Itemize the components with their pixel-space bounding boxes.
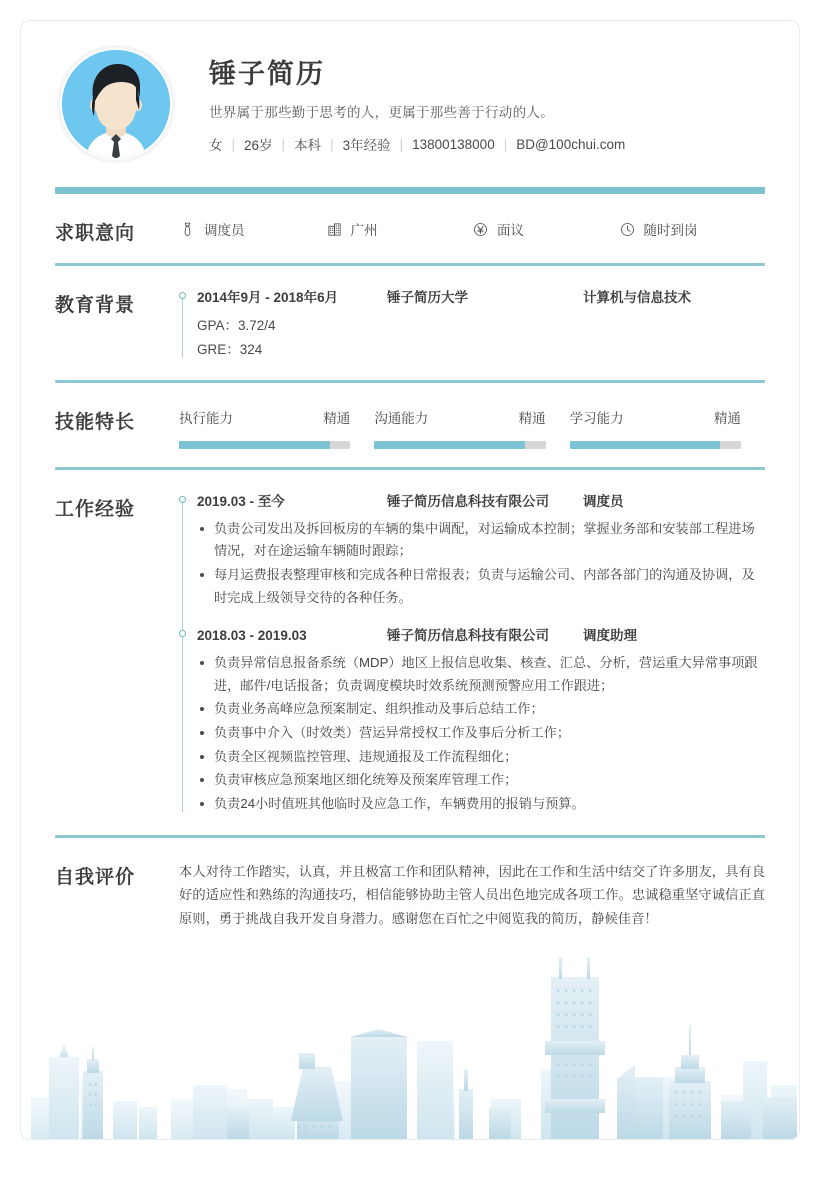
meta-phone: 13800138000 [412, 136, 495, 152]
skill-progress-fill [570, 441, 721, 449]
work-company: 锤子简历信息科技有限公司 [387, 493, 549, 509]
work-date: 2018.03 - 2019.03 [197, 627, 307, 643]
meta-divider: | [399, 136, 404, 152]
skill-name: 执行能力 [179, 410, 233, 426]
work-bullets [197, 518, 765, 610]
timeline-line [182, 500, 183, 812]
meta-divider: | [503, 136, 508, 152]
skyline-icon [21, 949, 800, 1139]
education-major: 计算机与信息技术 [583, 290, 691, 305]
section-title-education: 教育背景 [55, 295, 136, 316]
meta-divider: | [281, 136, 286, 152]
job-intention-row [179, 216, 765, 239]
meta-experience: 3年经验 [342, 138, 391, 154]
work-timeline [179, 492, 765, 816]
skill-level: 精通 [713, 410, 741, 426]
education-gre: GRE：324 [197, 341, 263, 357]
skill-progress-fill [374, 441, 525, 449]
clock-icon [619, 221, 636, 238]
yen-icon [472, 221, 489, 238]
skill-progress-track [570, 441, 741, 449]
timeline-dot-icon [179, 292, 186, 299]
resume-page [20, 20, 800, 1140]
tie-icon [179, 221, 196, 238]
self-evaluation-text: 本人对待工作踏实，认真，并且极富工作和团队精神，因此在工作和生活中结交了许多朋友，具有良好的适应性和熟练的沟通技巧，相信能够协助主管人员出色地完成各项工作。忠诚稳重坚守诚信正直原则，勇于挑战自我开发自身潜力。感谢您在百忙之中阅览我的简历，静候佳音！ [179, 863, 765, 927]
education-gpa: GPA：3.72/4 [197, 318, 276, 334]
avatar [57, 45, 175, 163]
section-title-skills: 技能特长 [55, 411, 136, 433]
skill-progress-track [374, 441, 545, 449]
header-info [209, 54, 625, 154]
avatar-illustration [62, 50, 170, 158]
personal-motto: 世界属于那些勤于思考的人，更属于那些善于行动的人。 [209, 105, 554, 121]
work-bullet: 负责公司发出及拆回板房的车辆的集中调配，对运输成本控制；掌握业务部和安装部工程进场情况，对在途运输车辆随时跟踪； [197, 518, 765, 563]
work-bullet: 负责审核应急预案地区细化统筹及预案库管理工作； [197, 769, 765, 792]
intent-salary-label: 面议 [497, 223, 524, 238]
work-bullet: 负责异常信息报备系统（MDP）地区上报信息收集、核查、汇总、分析，营运重大异常事项跟进，邮件/电话报备；负责调度模块时效系统预测预警应用工作跟进； [197, 652, 765, 697]
work-bullet: 每月运费报表整理审核和完成各种日常报表；负责与运输公司、内部各部门的沟通及协调，及时完成上级领导交待的各种任务。 [197, 564, 765, 609]
meta-gender: 女 [209, 138, 223, 154]
skill-progress-fill [179, 441, 330, 449]
intent-city-label: 广州 [350, 223, 378, 238]
meta-divider: | [231, 136, 236, 152]
intent-salary [472, 219, 619, 239]
intent-position-label: 调度员 [204, 223, 245, 238]
education-school: 锤子简历大学 [387, 290, 468, 305]
work-entry [197, 492, 765, 610]
work-role: 调度员 [583, 493, 624, 509]
section-title-work-experience: 工作经验 [55, 498, 136, 520]
section-job-intention [21, 194, 799, 263]
timeline-line [182, 296, 183, 358]
city-skyline-watermark [21, 949, 799, 1139]
timeline-dot-icon [179, 496, 186, 503]
intent-availability-label: 随时到岗 [643, 223, 698, 238]
education-entry [197, 288, 765, 362]
skills-row [179, 405, 765, 449]
work-company: 锤子简历信息科技有限公司 [387, 627, 549, 643]
header-divider [55, 187, 765, 194]
page-title: 锤子简历 [209, 58, 325, 89]
education-timeline [179, 288, 765, 362]
intent-availability [619, 219, 766, 239]
section-self-evaluation [21, 838, 799, 949]
avatar-person-icon [62, 50, 170, 158]
meta-divider: | [330, 136, 334, 152]
skill-item [374, 407, 569, 449]
intent-position [179, 219, 326, 239]
intent-city [326, 219, 473, 239]
skill-level: 精通 [323, 410, 351, 426]
skill-item [570, 407, 765, 449]
meta-email: BD@100chui.com [516, 136, 626, 152]
work-bullet: 负责24小时值班其他临时及应急工作，车辆费用的报销与预算。 [197, 793, 765, 816]
section-skills [21, 383, 799, 467]
section-work-experience [21, 470, 799, 835]
work-bullet: 负责事中介入（时效类）营运异常授权工作及事后分析工作； [197, 722, 765, 745]
work-bullet: 负责全区视频监控管理、违规通报及工作流程细化； [197, 746, 765, 769]
skill-level: 精通 [518, 410, 546, 426]
skill-name: 学习能力 [569, 410, 624, 426]
resume-header [21, 21, 799, 181]
timeline-dot-icon [179, 630, 186, 637]
skill-progress-track [179, 441, 350, 449]
education-date: 2014年9月 - 2018年6月 [197, 290, 339, 305]
work-bullet: 负责业务高峰应急预案制定、组织推动及事后总结工作； [197, 698, 765, 721]
work-date: 2019.03 - 至今 [197, 493, 285, 509]
work-role: 调度助理 [583, 627, 637, 643]
work-entry [197, 626, 765, 816]
contact-meta [209, 134, 625, 154]
work-bullets [197, 652, 765, 816]
skill-name: 沟通能力 [374, 410, 429, 426]
section-title-job-intention: 求职意向 [55, 223, 136, 244]
skill-item [179, 407, 374, 449]
section-education [21, 266, 799, 380]
building-icon [326, 221, 343, 238]
meta-degree: 本科 [294, 138, 322, 154]
section-title-self-evaluation: 自我评价 [55, 866, 136, 888]
meta-age: 26岁 [244, 138, 273, 154]
